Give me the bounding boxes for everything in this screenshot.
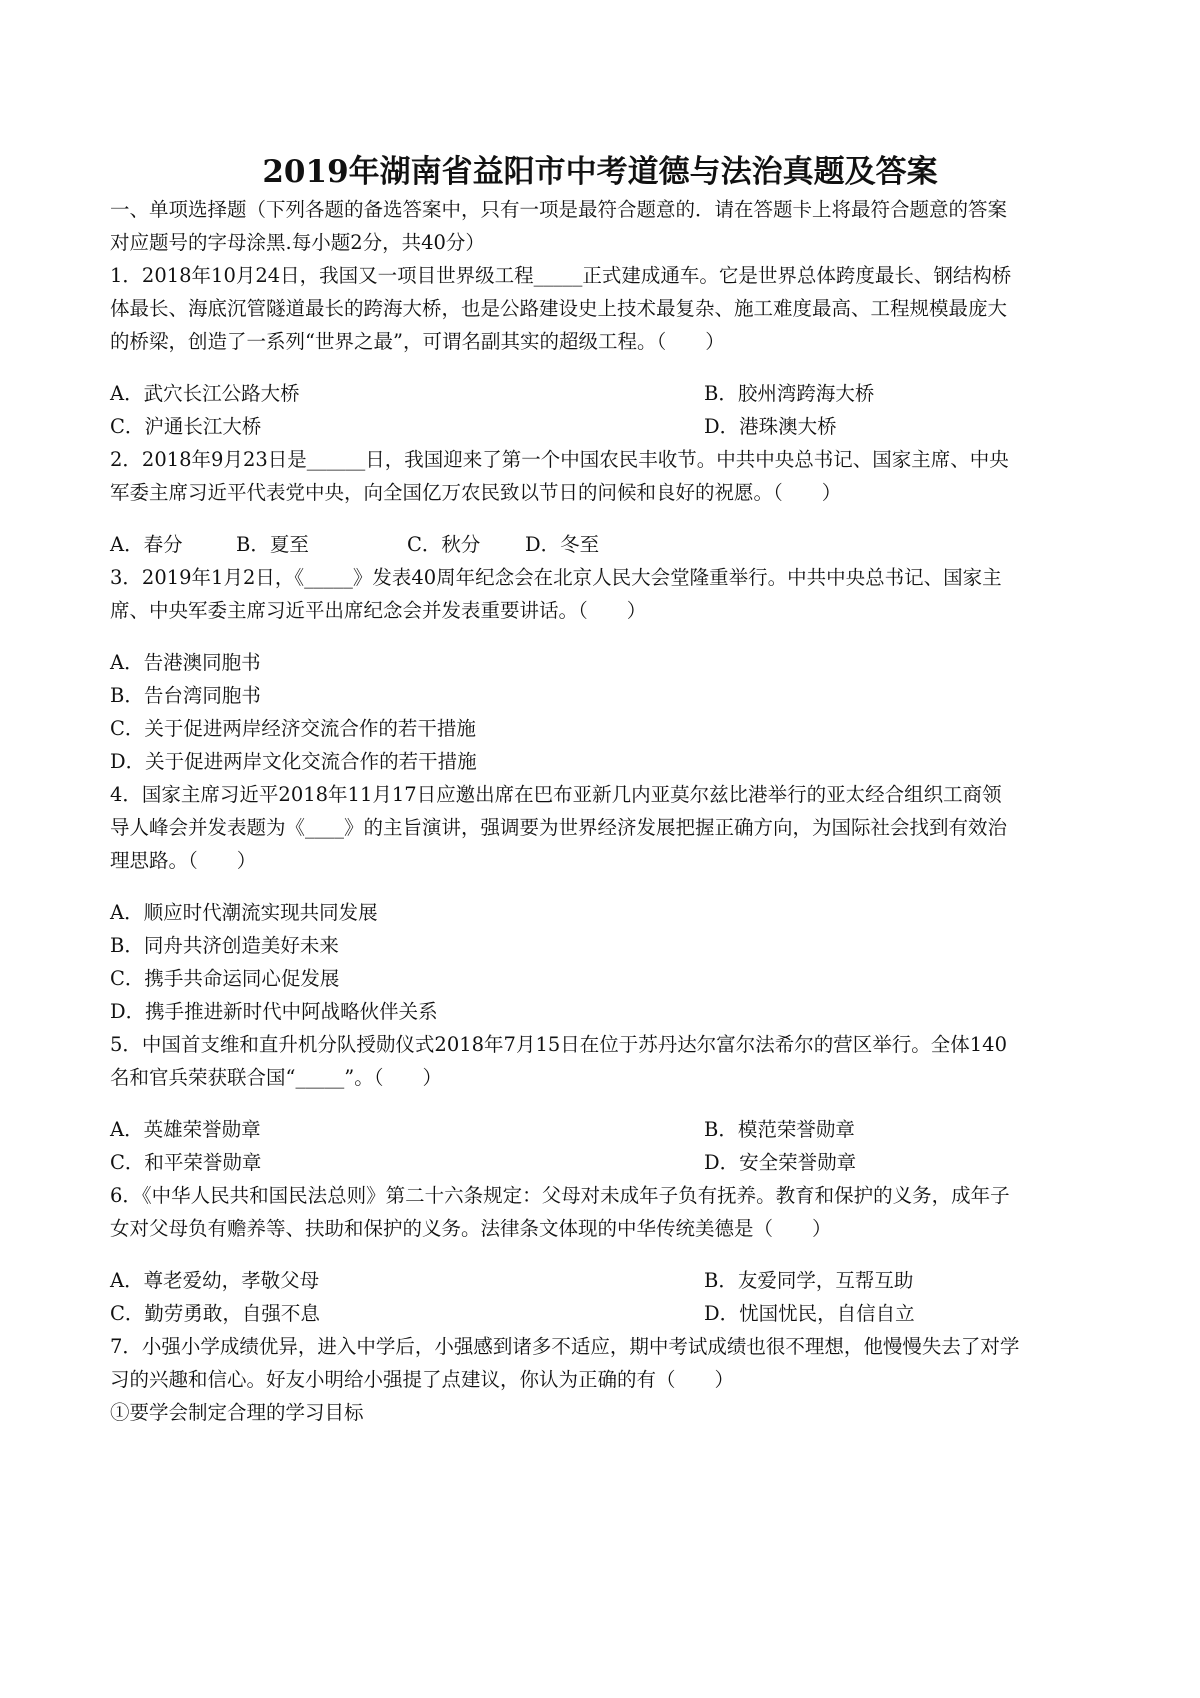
question-4-option-a: A．顺应时代潮流实现共同发展: [110, 901, 378, 924]
question-6-line: 6．《中华人民共和国民法总则》第二十六条规定：父母对未成年子负有抚养。教育和保护的义务，成年子: [110, 1184, 1010, 1207]
question-1-option-d: D．港珠澳大桥: [704, 415, 837, 438]
section-heading-line: 对应题号的字母涂黑.每小题2分，共40分）: [110, 231, 485, 254]
question-1-option-c: C．沪通长江大桥: [110, 415, 262, 438]
question-2-option-a: A．春分: [110, 533, 183, 556]
question-1-option-a: A．武穴长江公路大桥: [110, 382, 300, 405]
question-6-option-b: B．友爱同学，互帮互助: [704, 1269, 914, 1292]
question-6-option-d: D．忧国忧民，自信自立: [704, 1302, 915, 1325]
question-7-item-1: ①要学会制定合理的学习目标: [110, 1401, 364, 1424]
question-5-option-b: B．模范荣誉勋章: [704, 1118, 855, 1141]
question-7-line: 7．小强小学成绩优异，进入中学后，小强感到诸多不适应，期中考试成绩也很不理想，他慢慢失去了对学: [110, 1335, 1020, 1358]
question-1-line: 1．2018年10月24日，我国又一项目世界级工程_____正式建成通车。它是世界总体跨度最长、钢结构桥: [110, 264, 1012, 287]
question-5-line: 名和官兵荣获联合国“_____”。（ ）: [110, 1066, 442, 1089]
question-2-option-b: B．夏至: [236, 533, 309, 556]
question-5-option-c: C．和平荣誉勋章: [110, 1151, 262, 1174]
question-4-line: 4．国家主席习近平2018年11月17日应邀出席在巴布亚新几内亚莫尔兹比港举行的亚太经合组织工商领: [110, 783, 1002, 806]
question-6-option-a: A．尊老爱幼，孝敬父母: [110, 1269, 320, 1292]
question-5-line: 5．中国首支维和直升机分队授勋仪式2018年7月15日在位于苏丹达尔富尔法希尔的营区举行。全体140: [110, 1033, 1007, 1056]
question-3-line: 3．2019年1月2日，《_____》发表40周年纪念会在北京人民大会堂隆重举行。中共中央总书记、国家主: [110, 566, 1002, 589]
question-4-line: 理思路。（ ）: [110, 849, 257, 872]
page-title: 2019年湖南省益阳市中考道德与法治真题及答案: [262, 154, 938, 190]
question-1-line: 的桥梁，创造了一系列“世界之最”，可谓名副其实的超级工程。（ ）: [110, 330, 725, 353]
question-2-line: 军委主席习近平代表党中央，向全国亿万农民致以节日的问候和良好的祝愿。（ ）: [110, 481, 842, 504]
question-4-line: 导人峰会并发表题为《____》的主旨演讲，强调要为世界经济发展把握正确方向，为国际社会找到有效治: [110, 816, 1008, 839]
question-6-option-c: C．勤劳勇敢，自强不息: [110, 1302, 320, 1325]
question-3-option-d: D．关于促进两岸文化交流合作的若干措施: [110, 750, 477, 773]
question-3-option-a: A．告港澳同胞书: [110, 651, 261, 674]
question-5-option-a: A．英雄荣誉勋章: [110, 1118, 261, 1141]
question-3-option-b: B．告台湾同胞书: [110, 684, 261, 707]
question-5-option-d: D．安全荣誉勋章: [704, 1151, 857, 1174]
question-4-option-d: D．携手推进新时代中阿战略伙伴关系: [110, 1000, 438, 1023]
question-2-option-d: D．冬至: [525, 533, 600, 556]
question-4-option-b: B．同舟共济创造美好未来: [110, 934, 339, 957]
question-2-option-c: C．秋分: [407, 533, 481, 556]
question-4-option-c: C．携手共命运同心促发展: [110, 967, 340, 990]
question-3-option-c: C．关于促进两岸经济交流合作的若干措施: [110, 717, 476, 740]
question-6-line: 女对父母负有赡养等、扶助和保护的义务。法律条文体现的中华传统美德是（ ）: [110, 1217, 832, 1240]
question-1-option-b: B．胶州湾跨海大桥: [704, 382, 875, 405]
section-heading-line: 一、单项选择题（下列各题的备选答案中，只有一项是最符合题意的．请在答题卡上将最符合题意的答案: [110, 198, 1008, 221]
question-7-line: 习的兴趣和信心。好友小明给小强提了点建议，你认为正确的有（ ）: [110, 1368, 735, 1391]
question-2-line: 2．2018年9月23日是______日，我国迎来了第一个中国农民丰收节。中共中央总书记、国家主席、中央: [110, 448, 1009, 471]
question-3-line: 席、中央军委主席习近平出席纪念会并发表重要讲话。（ ）: [110, 599, 647, 622]
question-1-line: 体最长、海底沉管隧道最长的跨海大桥，也是公路建设史上技术最复杂、施工难度最高、工程规模最庞大: [110, 297, 1008, 320]
